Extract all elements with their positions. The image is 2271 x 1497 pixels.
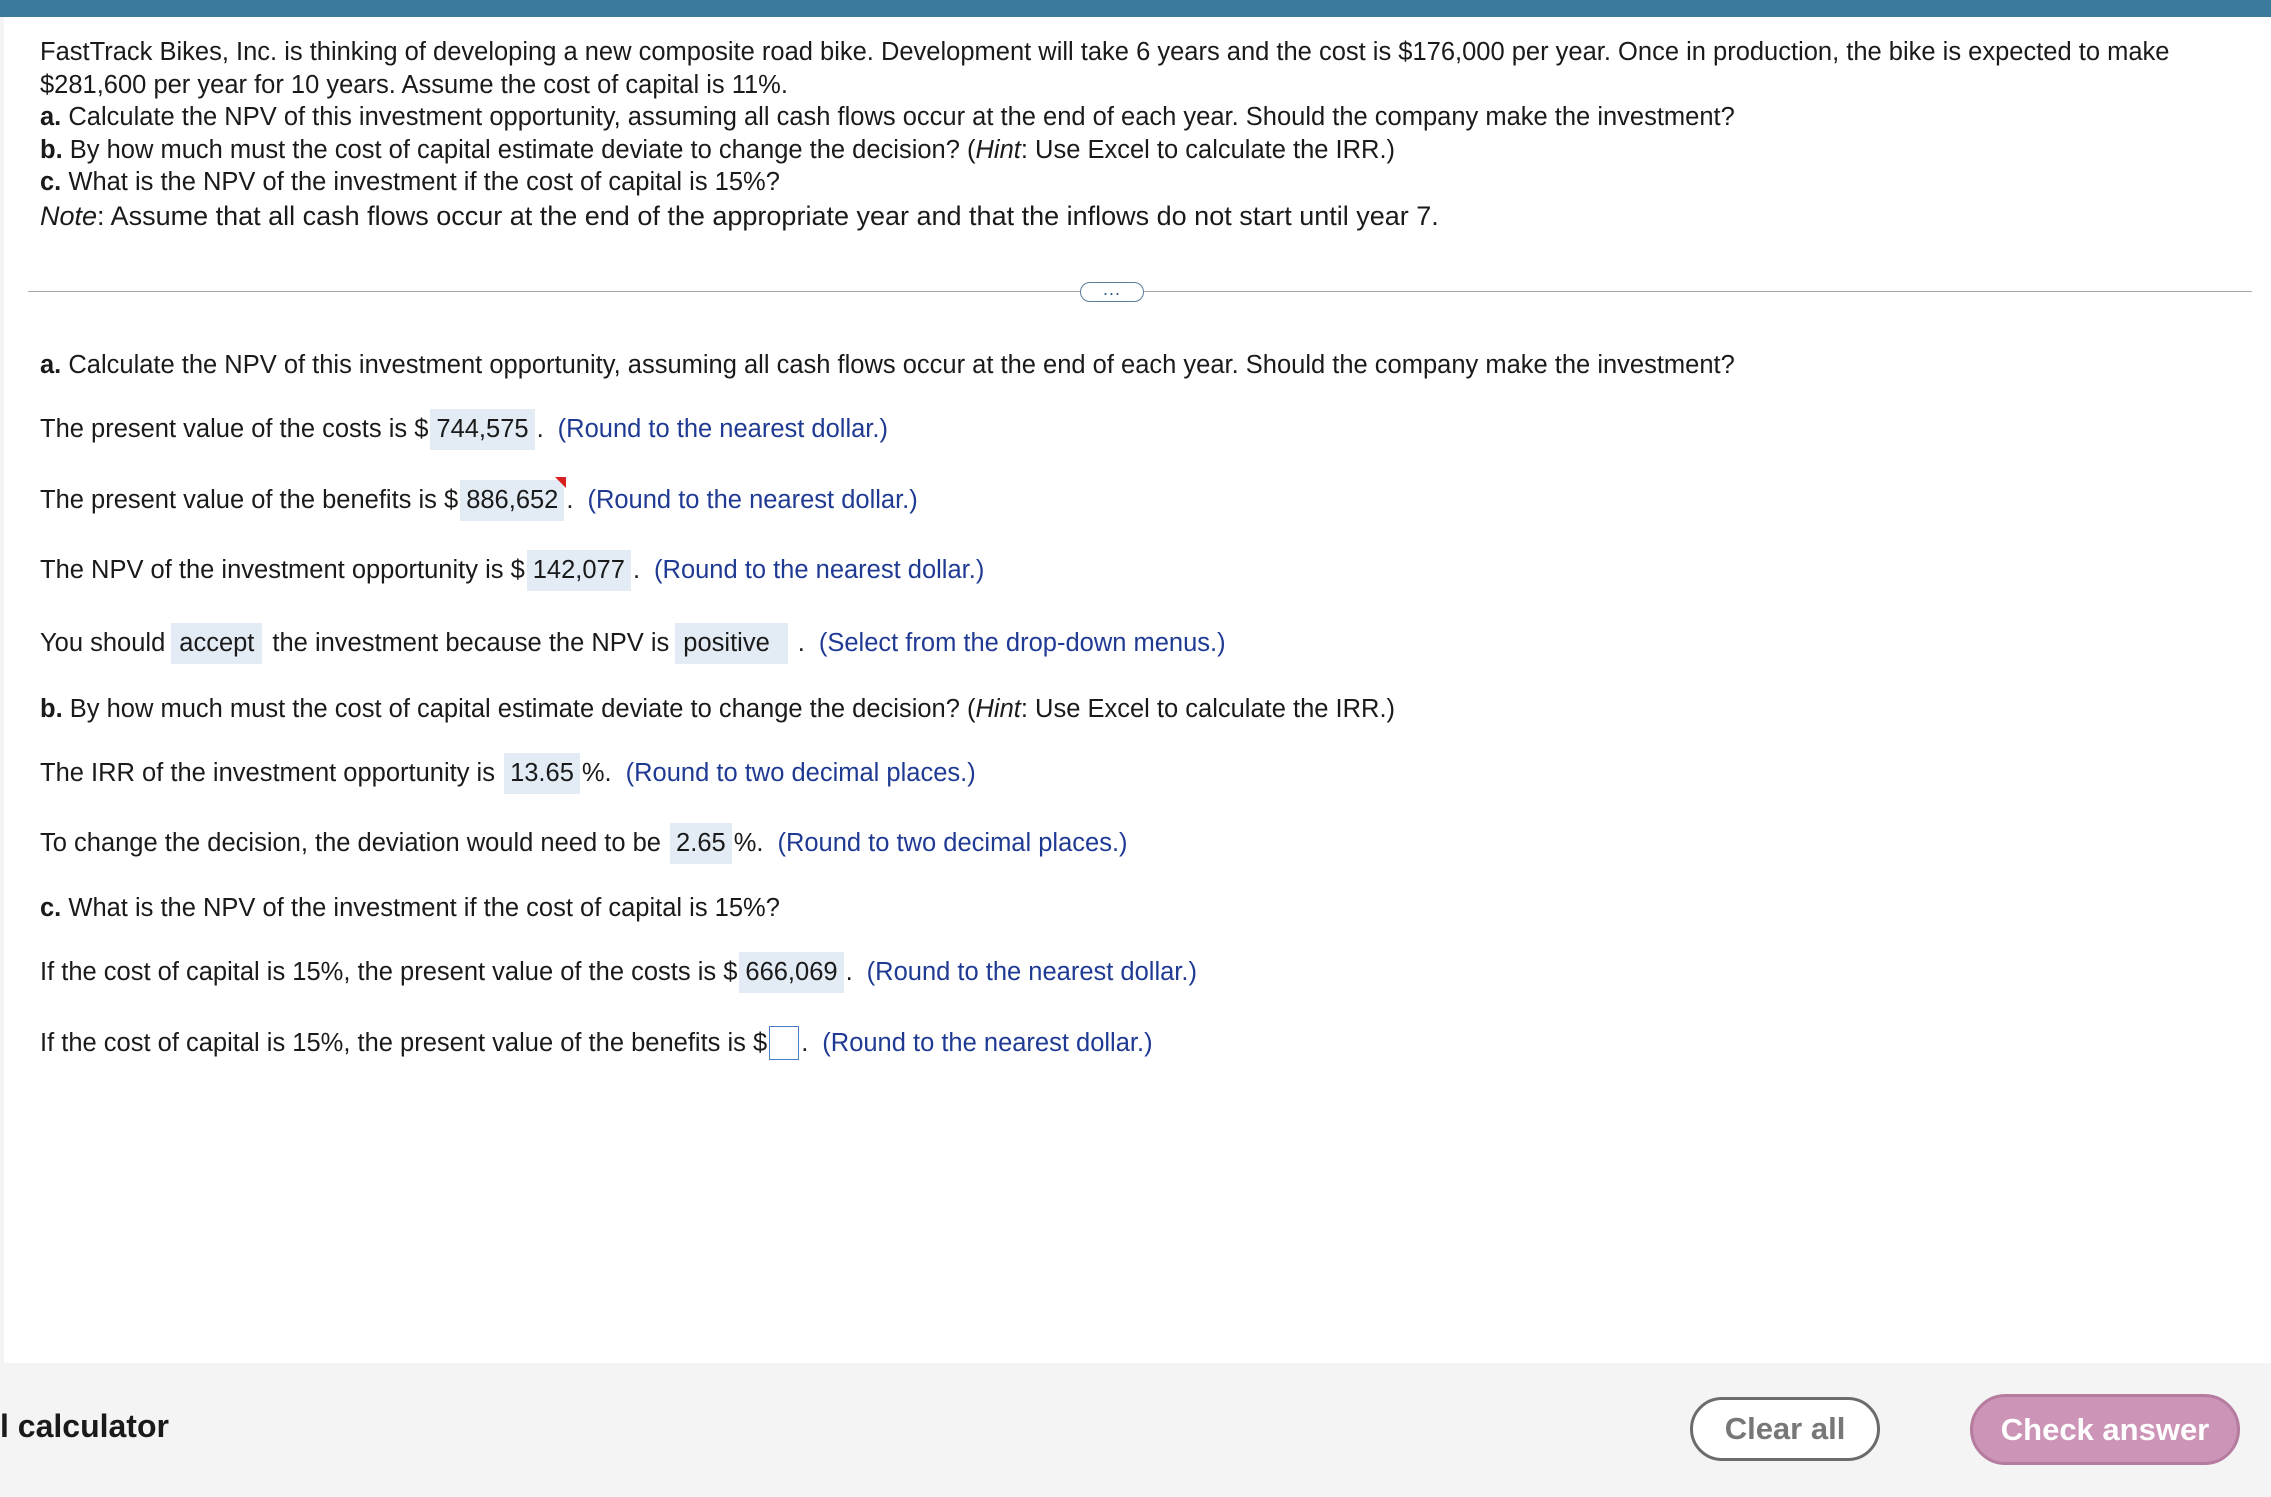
round-hint: (Round to the nearest dollar.) [822,1028,1153,1057]
round-hint: (Round to two decimal places.) [777,828,1128,857]
incorrect-flag-icon [555,477,566,488]
c-pv-costs-answer[interactable]: 666,069 [739,952,843,993]
irr-row: The IRR of the investment opportunity is 13.65 %. (Round to two decimal places.) [40,750,976,796]
deviation-answer[interactable]: 2.65 [670,823,732,864]
check-answer-button[interactable]: Check answer [1970,1394,2240,1465]
top-bar [0,0,2271,17]
problem-part-b: b. By how much must the cost of capital estimate deviate to change the decision? (Hint: Use Excel to calculate the IRR.) [40,135,1396,164]
c-pv-costs-row: If the cost of capital is 15%, the present value of the costs is $ 666,069 . (Round to the nearest dollar.) [40,949,1197,995]
select-hint: (Select from the drop-down menus.) [818,628,1226,657]
part-a-heading: a. Calculate the NPV of this investment opportunity, assuming all cash flows occur at the end of each year. Should the company make the investment? [40,350,1735,379]
npv-row: The NPV of the investment opportunity is $ 142,077 . (Round to the nearest dollar.) [40,547,984,593]
npv-sign-dropdown[interactable]: positive [675,623,787,664]
problem-intro: FastTrack Bikes, Inc. is thinking of developing a new composite road bike. Development will take 6 years and the cost is $176,000 per year. Once in production, the bike is expected to make $281,600 per year for 10 years. Assume the cost of capital is 11%. [40,38,2170,99]
part-b-heading: b. By how much must the cost of capital estimate deviate to change the decision? ( Hint : Use Excel to calculate the IRR.) [40,694,1396,723]
clear-all-button[interactable]: Clear all [1690,1397,1880,1461]
decision-dropdown[interactable]: accept [171,623,262,664]
round-hint: (Round to the nearest dollar.) [557,414,888,443]
round-hint: (Round to the nearest dollar.) [866,957,1197,986]
npv-answer[interactable]: 142,077 [527,550,631,591]
round-hint: (Round to two decimal places.) [625,758,976,787]
problem-part-a: a. Calculate the NPV of this investment opportunity, assuming all cash flows occur at the end of each year. Should the company make the investment? [40,103,1735,131]
irr-answer[interactable]: 13.65 [504,753,580,794]
round-hint: (Round to the nearest dollar.) [654,555,985,584]
c-pv-benefits-input[interactable] [769,1026,799,1060]
pv-benefits-answer[interactable]: 886,652 [460,480,564,521]
round-hint: (Round to the nearest dollar.) [587,485,918,514]
part-c-heading: c. What is the NPV of the investment if the cost of capital is 15%? [40,893,780,922]
deviation-row: To change the decision, the deviation would need to be 2.65 %. (Round to two decimal places.) [40,820,1128,866]
pv-benefits-row: The present value of the benefits is $ 886,652 . (Round to the nearest dollar.) [40,477,918,523]
problem-note: Note: Assume that all cash flows occur at the end of the appropriate year and that the inflows do not start until year 7. [40,200,1439,231]
expand-ellipsis-button[interactable]: ... [1080,282,1144,302]
pv-costs-answer[interactable]: 744,575 [430,409,534,450]
problem-part-c: c. What is the NPV of the investment if the cost of capital is 15%? [40,168,780,196]
left-strip [0,17,4,1363]
problem-statement [40,36,2240,233]
calculator-link[interactable]: l calculator [0,1408,169,1444]
pv-costs-row: The present value of the costs is $ 744,575 . (Round to the nearest dollar.) [40,406,888,452]
footer-bar [0,1363,2271,1497]
decision-row: You should accept the investment because the NPV is positive . (Select from the drop-down menus.) [40,620,1226,666]
c-pv-benefits-row: If the cost of capital is 15%, the present value of the benefits is $ . (Round to the nearest dollar.) [40,1020,1153,1066]
